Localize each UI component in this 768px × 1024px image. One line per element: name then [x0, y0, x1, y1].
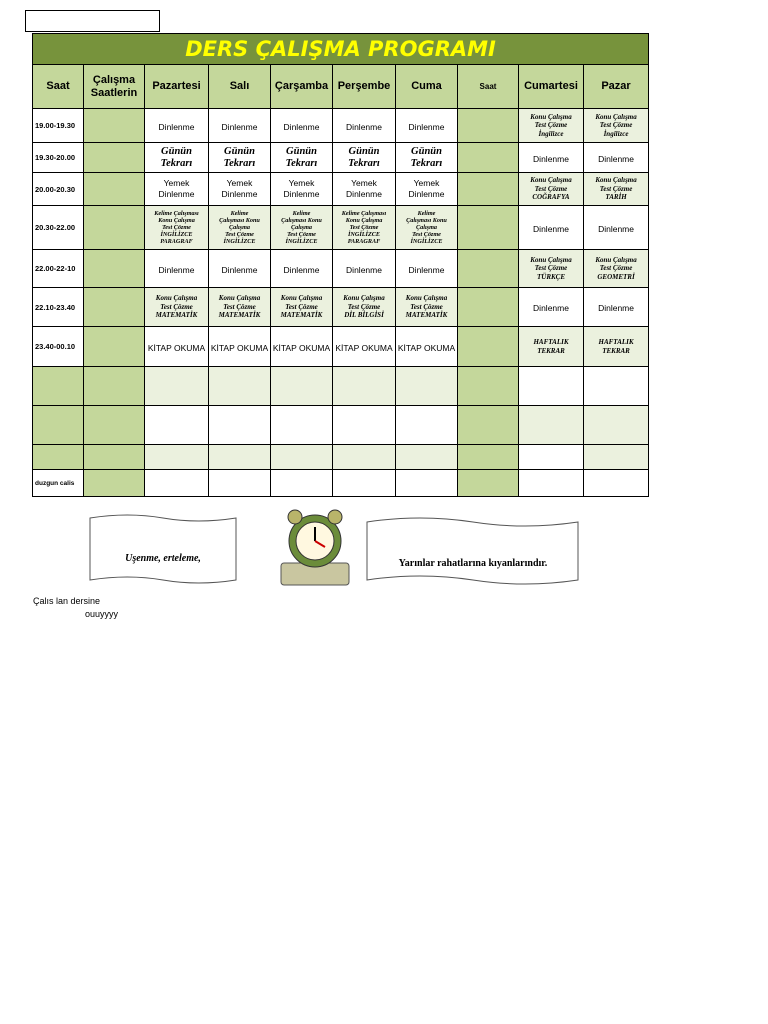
cell-line: TÜRKÇE [536, 272, 565, 281]
cell-line: MATEMATİK [155, 311, 198, 320]
cell-line: Yemek [226, 178, 253, 188]
time-cell [33, 406, 84, 445]
note-line-1: Çalıs lan dersine [33, 596, 101, 606]
header-saat-2: Saat [458, 65, 519, 109]
time-cell: 22.10-23.40 [33, 288, 84, 327]
saat-2-cell[interactable] [458, 406, 519, 445]
cell-text: KİTAP OKUMA [210, 342, 269, 353]
weekday-cell[interactable] [209, 288, 271, 327]
weekday-cell[interactable] [209, 367, 271, 406]
weekday-cell[interactable] [145, 327, 209, 367]
table-row [33, 143, 649, 173]
note-line-2: ouuyyyy [85, 609, 119, 619]
header-calisma-saatleri [84, 65, 145, 109]
cell-line: Günün [411, 145, 442, 157]
cell-text: Dinlenme [221, 264, 258, 275]
time-cell: 19.00-19.30 [33, 109, 84, 143]
weekday-cell[interactable] [209, 250, 271, 288]
page-title: DERS ÇALIŞMA PROGRAMI [185, 37, 496, 61]
cumartesi-cell[interactable] [519, 406, 584, 445]
weekday-cell[interactable] [271, 445, 333, 470]
weekday-cell[interactable] [209, 143, 271, 173]
saat-2-cell[interactable] [458, 288, 519, 327]
calisma-saatleri-cell[interactable] [84, 206, 145, 250]
cell-text: Dinlenme [408, 264, 445, 275]
cell-text: Dinlenme [598, 153, 634, 164]
header-persembe: Perşembe [333, 65, 396, 109]
weekday-cell[interactable] [145, 206, 209, 250]
weekday-cell[interactable] [333, 288, 396, 327]
weekday-cell[interactable] [396, 173, 458, 206]
time-cell [33, 367, 84, 406]
weekday-cell[interactable] [145, 288, 209, 327]
weekday-cell[interactable] [396, 250, 458, 288]
cell-line: Konu Çalışma [595, 255, 637, 264]
calisma-saatleri-cell[interactable] [84, 109, 145, 143]
cell-line: Tekrarı [285, 157, 318, 169]
weekday-cell[interactable] [396, 327, 458, 367]
header-saat: Saat [33, 65, 84, 109]
cell-line: MATEMATİK [280, 311, 323, 320]
cell-line: Test Çözme [160, 302, 193, 311]
weekday-cell[interactable] [271, 288, 333, 327]
weekday-cell[interactable] [271, 327, 333, 367]
table-row [33, 206, 649, 250]
header-calisma-line1: Çalışma [92, 73, 136, 86]
cell-line: Dinlenme [408, 189, 445, 199]
calisma-saatleri-cell[interactable] [84, 173, 145, 206]
weekday-cell[interactable] [271, 250, 333, 288]
cell-line: Test Çözme [534, 264, 568, 273]
time-cell: 19.30-20.00 [33, 143, 84, 173]
weekday-cell[interactable] [209, 109, 271, 143]
weekday-cell[interactable] [271, 470, 333, 497]
saat-2-cell[interactable] [458, 470, 519, 497]
pazar-cell[interactable] [584, 406, 649, 445]
empty-row [33, 367, 649, 406]
cell-line: Tekrarı [410, 157, 443, 169]
cell-line: İNGİLİZCE [223, 238, 256, 245]
cell-line: COĞRAFYA [532, 193, 570, 202]
calisma-saatleri-cell[interactable] [84, 367, 145, 406]
time-cell: 20.30-22.00 [33, 206, 84, 250]
weekday-cell[interactable] [333, 173, 396, 206]
pazar-cell[interactable] [584, 367, 649, 406]
cell-line: HAFTALIK [533, 338, 569, 346]
alarm-clock-icon [275, 503, 355, 589]
cell-line: Tekrarı [160, 157, 193, 169]
cell-line: Kelime [417, 210, 436, 217]
weekday-cell[interactable] [333, 406, 396, 445]
cell-line: Çalışma [229, 224, 250, 231]
banner-right-text: Yarınlar rahatlarına kıyanlarındır. [398, 558, 548, 569]
weekday-cell[interactable] [271, 367, 333, 406]
calisma-saatleri-cell[interactable] [84, 406, 145, 445]
weekday-cell[interactable] [333, 367, 396, 406]
saat-2-cell[interactable] [458, 250, 519, 288]
cumartesi-cell[interactable] [519, 367, 584, 406]
time-cell: 23.40-00.10 [33, 327, 84, 367]
cell-line: Konu Çalışma [530, 112, 572, 121]
cell-line: DİL BİLGİSİ [344, 311, 384, 320]
pazar-cell[interactable] [584, 173, 649, 206]
weekday-cell[interactable] [396, 367, 458, 406]
cell-line: Dinlenme [221, 189, 258, 199]
weekday-cell[interactable] [145, 250, 209, 288]
cell-line: Test Çözme [349, 224, 379, 231]
weekday-cell[interactable] [396, 470, 458, 497]
header-pazartesi: Pazartesi [145, 65, 209, 109]
weekday-cell[interactable] [271, 206, 333, 250]
weekday-cell[interactable] [145, 445, 209, 470]
cell-line: TEKRAR [537, 346, 565, 355]
cell-text: Dinlenme [533, 223, 569, 234]
calisma-saatleri-cell[interactable] [84, 445, 145, 470]
weekday-cell[interactable] [209, 327, 271, 367]
title-bar [33, 34, 649, 65]
saat-2-cell[interactable] [458, 367, 519, 406]
cell-line: İNGİLİZCE [410, 238, 443, 245]
cell-line: Test Çözme [534, 121, 568, 130]
cell-line: Konu Çalışma [345, 217, 383, 224]
cumartesi-cell[interactable] [519, 206, 584, 250]
weekday-cell[interactable] [145, 406, 209, 445]
cell-line: GEOMETRİ [597, 272, 635, 281]
cell-line: Test Çözme [347, 302, 381, 311]
saat-2-cell[interactable] [458, 206, 519, 250]
empty-row [33, 406, 649, 445]
pazar-cell[interactable] [584, 470, 649, 497]
cell-text: Dinlenme [221, 121, 258, 132]
time-cell: duzgun calis [33, 470, 84, 497]
weekday-cell[interactable] [333, 143, 396, 173]
cell-text: Dinlenme [283, 264, 320, 275]
cell-line: Çalışma [291, 224, 312, 231]
weekday-cell[interactable] [396, 143, 458, 173]
calisma-saatleri-cell[interactable] [84, 470, 145, 497]
cell-line: MATEMATİK [405, 311, 448, 320]
calisma-saatleri-cell[interactable] [84, 143, 145, 173]
weekday-cell[interactable] [396, 406, 458, 445]
table-row [33, 109, 649, 143]
cell-line: PARAGRAF [160, 238, 193, 245]
table-row [33, 288, 649, 327]
cell-line: Test Çözme [223, 302, 256, 311]
weekday-cell[interactable] [396, 288, 458, 327]
cell-line: MATEMATİK [218, 311, 261, 320]
cell-line: Tekrarı [348, 157, 380, 169]
cumartesi-cell[interactable] [519, 327, 584, 367]
cumartesi-cell[interactable] [519, 250, 584, 288]
cell-text: KİTAP OKUMA [147, 342, 206, 353]
cell-line: Test Çözme [287, 231, 316, 238]
cell-line: İngilizce [603, 129, 629, 138]
cell-line: Test Çözme [534, 184, 568, 193]
table-row [33, 173, 649, 206]
time-cell [33, 445, 84, 470]
saat-2-cell[interactable] [458, 109, 519, 143]
cell-line: Kelime Çalışması [341, 210, 387, 217]
pazar-cell[interactable] [584, 445, 649, 470]
cell-line: İNGİLİZCE [285, 238, 318, 245]
cell-line: Yemek [288, 178, 315, 188]
cell-text: Dinlenme [598, 303, 634, 313]
cell-line: Test Çözme [162, 224, 191, 231]
cell-line: Konu Çalışma [530, 176, 572, 185]
cell-text: KİTAP OKUMA [272, 342, 331, 353]
weekday-cell[interactable] [209, 445, 271, 470]
weekday-cell[interactable] [271, 173, 333, 206]
pazar-cell[interactable] [584, 250, 649, 288]
pazar-cell[interactable] [584, 288, 649, 327]
cell-line: İngilizce [538, 129, 564, 138]
cell-text: KİTAP OKUMA [335, 342, 393, 353]
weekday-cell[interactable] [396, 445, 458, 470]
cell-line: Test Çözme [225, 231, 254, 238]
cumartesi-cell[interactable] [519, 173, 584, 206]
cell-text: Dinlenme [283, 121, 320, 132]
cell-line: Dinlenme [346, 189, 382, 199]
weekday-cell[interactable] [333, 206, 396, 250]
banner-left-text: Uşenme, erteleme, [125, 553, 201, 564]
cell-line: Çalışma [416, 224, 437, 231]
pazar-cell[interactable] [584, 206, 649, 250]
weekday-cell[interactable] [333, 470, 396, 497]
header-carsamba: Çarşamba [271, 65, 333, 109]
cell-line: İNGİLİZCE [160, 231, 193, 238]
header-cuma: Cuma [396, 65, 458, 109]
header-pazar: Pazar [584, 65, 649, 109]
cell-line: İNGİLİZCE [348, 231, 380, 238]
cell-line: Konu Çalışma [218, 294, 261, 303]
saat-2-cell[interactable] [458, 143, 519, 173]
cumartesi-cell[interactable] [519, 470, 584, 497]
cell-line: Konu Çalışma [343, 294, 385, 303]
weekday-cell[interactable] [271, 143, 333, 173]
cell-line: Konu Çalışma [530, 255, 572, 264]
table-row [33, 327, 649, 367]
weekday-cell[interactable] [209, 173, 271, 206]
cell-line: TARİH [605, 193, 627, 202]
cell-line: Test Çözme [285, 302, 318, 311]
time-cell: 20.00-20.30 [33, 173, 84, 206]
cell-line: Çalışması Konu [219, 217, 260, 224]
weekday-cell[interactable] [333, 445, 396, 470]
calisma-saatleri-cell[interactable] [84, 250, 145, 288]
saat-2-cell[interactable] [458, 173, 519, 206]
cell-line: Konu Çalışma [158, 217, 195, 224]
cell-line: Konu Çalışma [595, 176, 637, 185]
weekday-cell[interactable] [333, 109, 396, 143]
cell-line: Test Çözme [599, 121, 633, 130]
cell-line: Günün [224, 145, 255, 157]
cell-line: Günün [286, 145, 317, 157]
cell-line: Kelime [230, 210, 249, 217]
weekday-cell[interactable] [209, 470, 271, 497]
weekday-cell[interactable] [396, 206, 458, 250]
weekday-cell[interactable] [145, 109, 209, 143]
table-row [33, 250, 649, 288]
cell-line: Konu Çalışma [280, 294, 323, 303]
cell-text: Dinlenme [158, 264, 195, 275]
cell-line: PARAGRAF [347, 238, 381, 245]
schedule-table [32, 33, 649, 497]
cell-text: Dinlenme [346, 121, 382, 132]
cumartesi-cell[interactable] [519, 445, 584, 470]
weekday-cell[interactable] [271, 406, 333, 445]
calisma-saatleri-cell[interactable] [84, 327, 145, 367]
cell-line: TEKRAR [602, 346, 630, 355]
cell-text: Dinlenme [408, 121, 445, 132]
cell-line: Çalışması Konu [281, 217, 322, 224]
cell-line: Çalışması Konu [406, 217, 447, 224]
cell-line: Kelime [292, 210, 311, 217]
saat-2-cell[interactable] [458, 445, 519, 470]
cell-line: Test Çözme [410, 302, 443, 311]
cumartesi-cell[interactable] [519, 143, 584, 173]
cell-line: Yemek [413, 178, 440, 188]
name-box[interactable] [25, 10, 160, 32]
time-cell: 22.00-22-10 [33, 250, 84, 288]
cell-line: Dinlenme [283, 189, 320, 199]
cell-line: Yemek [163, 178, 190, 188]
banner-right-scroll [365, 514, 580, 590]
header-cumartesi: Cumartesi [519, 65, 584, 109]
pazar-cell[interactable] [584, 143, 649, 173]
cumartesi-cell[interactable] [519, 109, 584, 143]
cell-line: Test Çözme [412, 231, 441, 238]
weekday-cell[interactable] [145, 367, 209, 406]
pazar-cell[interactable] [584, 327, 649, 367]
cell-line: Test Çözme [599, 264, 633, 273]
cell-line: Yemek [351, 178, 377, 188]
weekday-cell[interactable] [209, 206, 271, 250]
weekday-cell[interactable] [333, 250, 396, 288]
cell-line: Test Çözme [599, 184, 633, 193]
empty-row [33, 445, 649, 470]
cell-text: Dinlenme [158, 121, 195, 132]
cell-text: KİTAP OKUMA [397, 342, 456, 353]
cell-text: Dinlenme [533, 153, 569, 164]
cell-line: Günün [161, 145, 192, 157]
cell-text: Dinlenme [533, 303, 569, 313]
cumartesi-cell[interactable] [519, 288, 584, 327]
weekday-cell[interactable] [145, 470, 209, 497]
saat-2-cell[interactable] [458, 327, 519, 367]
weekday-cell[interactable] [145, 143, 209, 173]
banner-left-scroll [88, 512, 240, 588]
cell-text: Dinlenme [346, 264, 382, 275]
cell-line: HAFTALIK [598, 338, 634, 346]
weekday-cell[interactable] [333, 327, 396, 367]
cell-line: Konu Çalışma [405, 294, 448, 303]
weekday-cell[interactable] [145, 173, 209, 206]
cell-line: Kelime Çalışması [154, 210, 199, 217]
weekday-cell[interactable] [396, 109, 458, 143]
cell-line: Günün [348, 145, 380, 157]
header-sali: Salı [209, 65, 271, 109]
weekday-cell[interactable] [271, 109, 333, 143]
cell-line: Dinlenme [158, 189, 195, 199]
calisma-saatleri-cell[interactable] [84, 288, 145, 327]
pazar-cell[interactable] [584, 109, 649, 143]
cell-text: Dinlenme [598, 223, 634, 234]
cell-line: Tekrarı [223, 157, 256, 169]
cell-line: Konu Çalışma [155, 294, 198, 303]
cell-line: Konu Çalışma [595, 112, 637, 121]
weekday-cell[interactable] [209, 406, 271, 445]
empty-row [33, 470, 649, 497]
header-calisma-line2: Saatlerin [90, 86, 138, 99]
